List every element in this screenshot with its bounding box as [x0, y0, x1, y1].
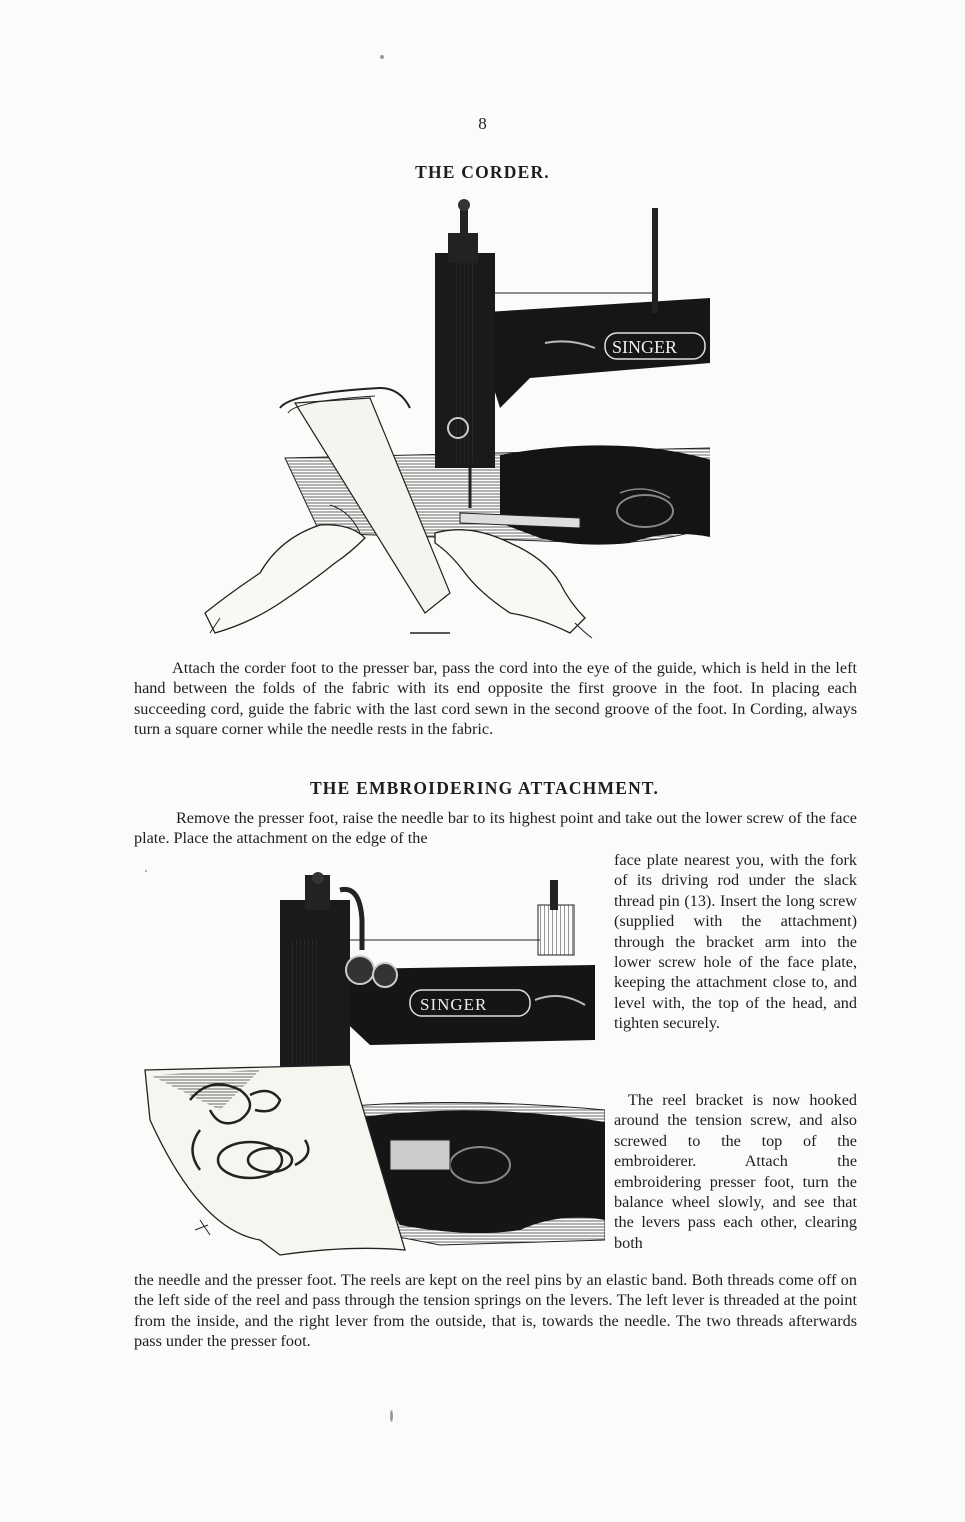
- paper-speck: [145, 870, 147, 872]
- embroidering-intro-paragraph: Remove the presser foot, raise the needle bar to its highest point and take out the lower screw of the face plate. Place the attachment on the edge of the: [134, 809, 857, 848]
- embroidering-heading: THE EMBROIDERING ATTACHMENT.: [309, 778, 660, 798]
- embroidering-illustration: [140, 860, 605, 1265]
- corder-machine-logo: SINGER: [612, 337, 678, 357]
- corder-illustration: [200, 193, 710, 648]
- embroidering-side-paragraph: face plate nearest you, with the fork of its driving rod under the slack thread pin (13). Insert the long screw (supplied with the attachment) through the bracket arm into the lower screw hole of the face plate, keeping the attachment close to, and level with, the top of the head, and tighten securely.: [614, 851, 857, 1033]
- embroidering-closing-paragraph: the needle and the presser foot. The reels are kept on the reel pins by an elastic band. Both threads come off on the left side of the reel and pass through the tension springs on the levers. The left lever is threaded at the point from the inside, and the right lever from the outside, that is, towards the needle. The two threads afterwards pass under the presser foot.: [134, 1271, 857, 1351]
- page-number: 8: [478, 114, 487, 133]
- embroidering-side-paragraph-2: The reel bracket is now hooked around the tension screw, and also screwed to the top of the embroiderer. Attach the embroidering presser foot, turn the balance wheel slowly, and see that the levers pass each other, clearing both: [614, 1091, 857, 1252]
- corder-heading: THE CORDER.: [415, 162, 550, 182]
- corder-paragraph: Attach the corder foot to the presser bar, pass the cord into the eye of the guide, which is held in the left hand between the folds of the fabric with its end opposite the first groove in the foot. In placing each succeeding cord, guide the fabric with the last cord sewn in the second groove of the foot. In Cording, always turn a square corner while the needle rests in the fabric.: [134, 659, 857, 739]
- paper-speck: [390, 1410, 393, 1422]
- embroidering-machine-logo: SINGER: [420, 995, 488, 1014]
- paper-speck: [380, 55, 384, 59]
